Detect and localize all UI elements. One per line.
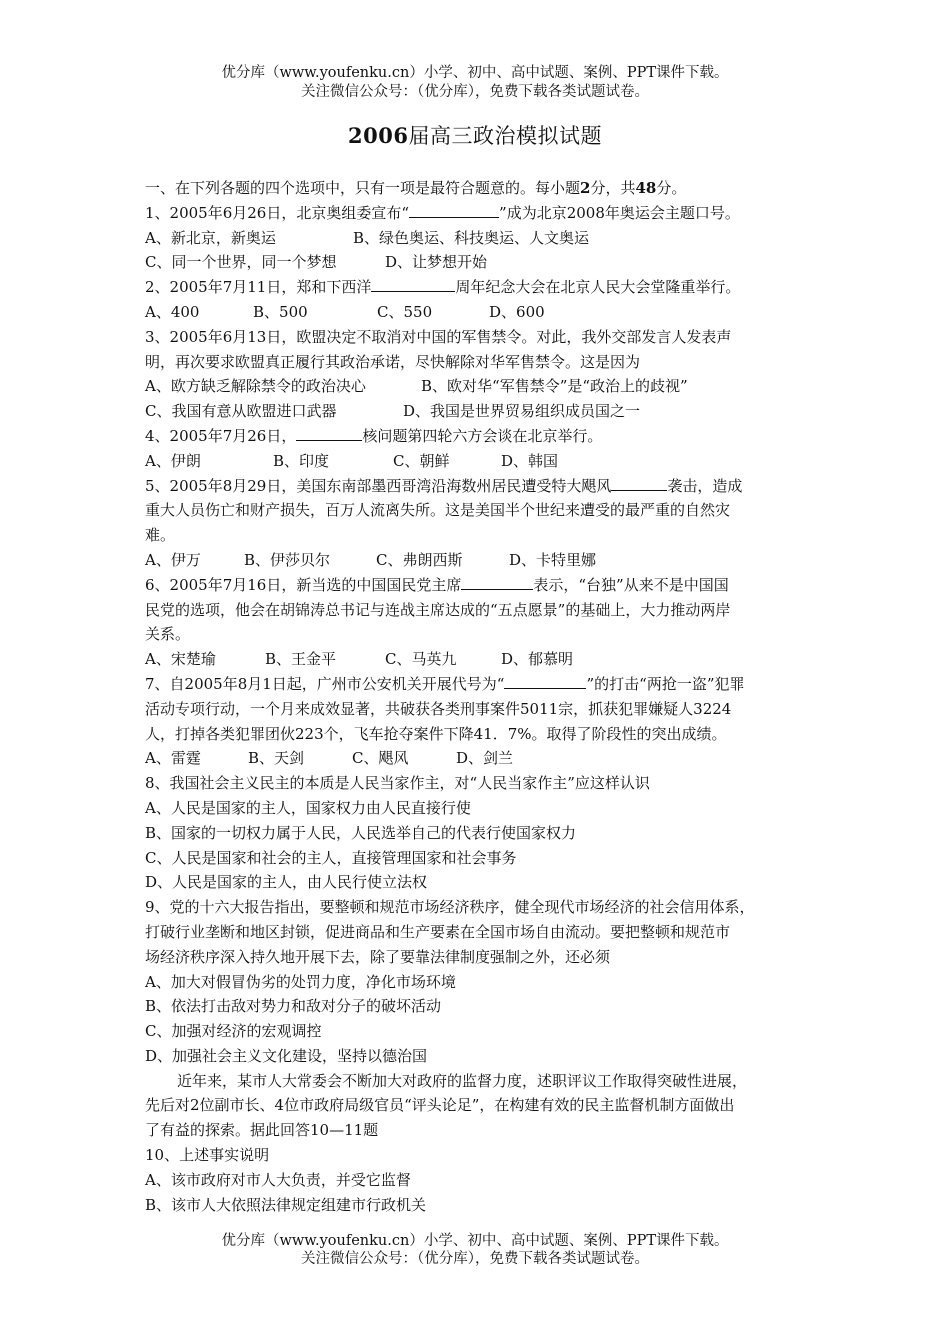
q1-option-d: D、让梦想开始: [385, 253, 488, 272]
q5-option-c: C、弗朗西斯: [376, 550, 463, 569]
q7-option-d: D、剑兰: [456, 749, 514, 768]
q7-option-a: A、雷霆: [145, 749, 201, 768]
passage-line-1: 近年来，某市人大常委会不断加大对政府的监督力度，述职评议工作取得突破性进展，: [177, 1071, 748, 1090]
q9-option-b: B、依法打击敌对势力和敌对分子的破坏活动: [145, 997, 442, 1016]
passage-line-3: 了有益的探索。据此回答10—11题: [145, 1121, 379, 1140]
q2-option-b: B、500: [253, 302, 308, 321]
q4-options: [145, 449, 825, 474]
q5-option-d: D、卡特里娜: [509, 550, 597, 569]
q3-option-a: A、欧方缺乏解除禁令的政治决心: [145, 377, 366, 396]
passage-line-2: 先后对2位副市长、4位市政府局级官员“评头论足”，在构建有效的民主监督机制方面做出: [145, 1096, 735, 1115]
q9-option-a: A、加大对假冒伪劣的处罚力度，净化市场环境: [145, 972, 456, 991]
question-6: [145, 573, 825, 598]
q6-stem: 6、2005年7月16日，新当选的中国国民党主席: [145, 575, 462, 594]
q7-option-b: B、天剑: [248, 749, 305, 768]
section-instructions: [145, 176, 825, 201]
instructions-mid: 分，共: [590, 179, 636, 197]
question-1: [145, 201, 825, 226]
q1-options-row-1: [145, 226, 825, 251]
footer-line-1: 优分库（www.youfenku.cn）小学、初中、高中试题、案例、PPT课件下载。: [221, 1233, 729, 1249]
q10-option-a: A、该市政府对市人大负责，并受它监督: [145, 1170, 411, 1189]
total-points: 48: [635, 179, 657, 197]
q1-stem: 1、2005年6月26日，北京奥组委宣布“: [145, 203, 410, 222]
q2-option-c: C、550: [377, 302, 433, 321]
q10-option-b: B、该市人大依照法律规定组建市行政机关: [145, 1195, 427, 1214]
q1-stem-end: ”成为北京2008年奥运会主题口号。: [499, 203, 740, 222]
instructions-end: 分。: [656, 179, 687, 197]
question-7-cont: 活动专项行动，一个月来成效显著，共破获各类刑事案件5011宗，抓获犯罪嫌疑人3224: [145, 699, 732, 718]
q2-options: [145, 300, 825, 325]
q7-stem: 7、自2005年8月1日起，广州市公安机关开展代号为“: [145, 674, 505, 693]
q6-options: [145, 647, 825, 672]
question-10: 10、上述事实说明: [145, 1146, 270, 1165]
exam-body: [145, 176, 825, 1217]
q6-option-a: A、宋楚瑜: [145, 650, 216, 669]
question-7-cont-2: 人，打掉各类犯罪团伙223个，飞车抢夺案件下降41．7%。取得了阶段性的突出成绩。: [145, 724, 727, 743]
q1-option-b: B、绿色奥运、科技奥运、人文奥运: [353, 228, 590, 247]
question-9: 9、党的十六大报告指出，要整顿和规范市场经济秩序，健全现代市场经济的社会信用体系，: [145, 898, 755, 917]
q4-stem: 4、2005年7月26日，: [145, 426, 297, 445]
title-year: 2006: [348, 123, 409, 148]
instructions-text: 一、在下列各题的四个选项中，只有一项是最符合题意的。每小题: [145, 179, 581, 197]
answer-blank: [296, 424, 362, 441]
header-line-2: 关注微信公众号：（优分库），免费下载各类试题试卷。: [301, 84, 649, 100]
question-8: 8、我国社会主义民主的本质是人民当家作主，对“人民当家作主”应这样认识: [145, 774, 650, 793]
q5-option-b: B、伊莎贝尔: [244, 550, 331, 569]
q8-option-c: C、人民是国家和社会的主人，直接管理国家和社会事务: [145, 848, 517, 867]
question-7: [145, 672, 825, 697]
q8-option-a: A、人民是国家的主人，国家权力由人民直接行使: [145, 798, 471, 817]
answer-blank: [504, 672, 586, 689]
answer-blank: [409, 201, 499, 218]
page-title: [0, 121, 950, 151]
question-2: [145, 275, 825, 300]
q5-options: [145, 548, 825, 573]
question-4: [145, 424, 825, 449]
q7-options: [145, 746, 825, 771]
question-9-cont-2: 场经济秩序深入持久地开展下去，除了要靠法律制度强制之外，还必须: [145, 947, 611, 966]
q1-option-a: A、新北京，新奥运: [145, 228, 276, 247]
q7-stem-end: ”的打击“两抢一盗”犯罪: [586, 674, 745, 693]
q9-option-d: D、加强社会主义文化建设，坚持以德治国: [145, 1046, 428, 1065]
q3-options-row-2: [145, 399, 825, 424]
header-line-1: 优分库（www.youfenku.cn）小学、初中、高中试题、案例、PPT课件下载。: [221, 65, 729, 81]
q4-option-b: B、印度: [273, 451, 330, 470]
question-5-cont-2: 难。: [145, 526, 176, 545]
q2-stem-end: 周年纪念大会在北京人民大会堂隆重举行。: [455, 278, 741, 297]
q8-option-b: B、国家的一切权力属于人民，人民选举自己的代表行使国家权力: [145, 823, 577, 842]
q3-options-row-1: [145, 374, 825, 399]
points-each: 2: [580, 179, 591, 197]
q8-option-d: D、人民是国家的主人，由人民行使立法权: [145, 873, 428, 892]
q2-option-d: D、600: [489, 302, 545, 321]
question-6-cont-2: 关系。: [145, 625, 191, 644]
q5-option-a: A、伊万: [145, 550, 201, 569]
q7-option-c: C、飓风: [352, 749, 409, 768]
question-5: [145, 474, 825, 499]
q4-option-c: C、朝鲜: [393, 451, 450, 470]
q6-option-c: C、马英九: [385, 650, 457, 669]
question-9-cont: 打破行业垄断和地区封锁，促进商品和生产要素在全国市场自由流动。要把整顿和规范市: [145, 922, 731, 941]
q3-option-d: D、我国是世界贸易组织成员国之一: [403, 402, 641, 421]
question-3-cont: 明，再次要求欧盟真正履行其政治承诺，尽快解除对华军售禁令。这是因为: [145, 352, 641, 371]
q1-option-c: C、同一个世界，同一个梦想: [145, 253, 337, 272]
question-6-cont: 民党的选项，他会在胡锦涛总书记与连战主席达成的“五点愿景”的基础上，大力推动两岸: [145, 600, 731, 619]
q3-option-b: B、欧对华“军售禁令”是“政治上的歧视”: [421, 377, 688, 396]
q6-option-b: B、王金平: [265, 650, 337, 669]
q6-stem-end: 表示，“台独”从来不是中国国: [533, 575, 729, 594]
q5-stem-end: 袭击，造成: [667, 476, 743, 495]
q2-stem: 2、2005年7月11日，郑和下西洋: [145, 278, 372, 297]
title-text: 届高三政治模拟试题: [408, 124, 602, 148]
answer-blank: [461, 573, 533, 590]
q9-option-c: C、加强对经济的宏观调控: [145, 1022, 322, 1041]
q2-option-a: A、400: [145, 302, 200, 321]
answer-blank: [371, 275, 455, 292]
q5-stem: 5、2005年8月29日，美国东南部墨西哥湾沿海数州居民遭受特大飓风: [145, 476, 612, 495]
question-3: 3、2005年6月13日，欧盟决定不取消对中国的军售禁令。对此，我外交部发言人发表声: [145, 327, 732, 346]
q4-stem-end: 核问题第四轮六方会谈在北京举行。: [362, 426, 603, 445]
footer-line-2: 关注微信公众号：（优分库），免费下载各类试题试卷。: [301, 1251, 649, 1267]
answer-blank: [611, 474, 667, 491]
question-5-cont: 重大人员伤亡和财产损失，百万人流离失所。这是美国半个世纪来遭受的最严重的自然灾: [145, 501, 731, 520]
q3-option-c: C、我国有意从欧盟进口武器: [145, 402, 337, 421]
q4-option-a: A、伊朗: [145, 451, 201, 470]
q1-options-row-2: [145, 250, 825, 275]
q6-option-d: D、郁慕明: [501, 650, 574, 669]
q4-option-d: D、韩国: [501, 451, 559, 470]
